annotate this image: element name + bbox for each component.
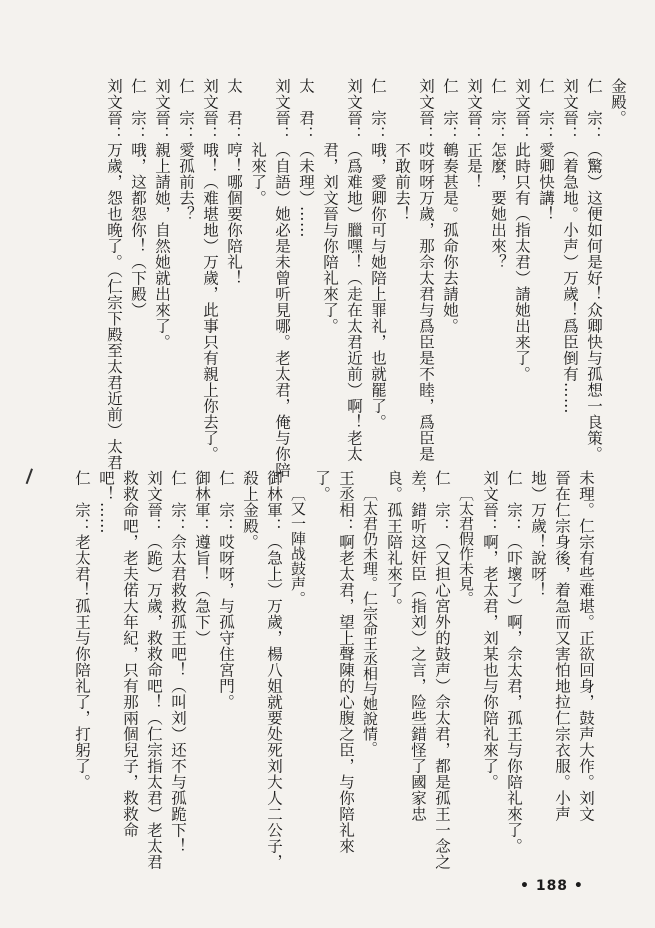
dialogue-line: 仁 宗：哎呀呀，与孤守住宮門。: [217, 470, 235, 710]
dialogue-line: 刘文晉：此時只有（指太君）請她出来了。: [513, 78, 531, 382]
dialogue-line: 王丞相：啊老太君，望上聲陳的心腹之臣，与你陪礼來: [337, 470, 355, 854]
dialogue-line: 仁 宗：鵪奏甚是。孤命你去請她。: [441, 78, 459, 334]
page-number: • 188 •: [520, 878, 584, 894]
dialogue-line: 仁 宗：哦，愛卿你可与她陪上罪礼，也就罷了。: [369, 78, 387, 430]
margin-mark: [26, 468, 43, 487]
dialogue-line: 晉在仁宗身後，着急而又害怕地拉仁宗衣服。小声: [553, 470, 571, 822]
stage-direction: 〔太君假作未見。: [457, 486, 475, 606]
dialogue-line: 礼來了。: [249, 78, 267, 206]
dialogue-line: 刘文晉：（自語）她必是未曾听見哪。老太君，俺与你陪: [273, 78, 291, 478]
dialogue-line: 未理。仁宗有些难堪。正欲回身，鼓声大作。刘文: [577, 470, 595, 822]
dialogue-line: 太 君：（未理）……: [297, 78, 315, 238]
dialogue-line: 刘文晉：哎呀呀万歲，那佘太君与爲臣是不睦，爲臣是: [417, 78, 435, 462]
dialogue-line: 仁 宗：佘太君救救孤王吧！（叫刘）还不与孤跪下！: [169, 470, 187, 854]
dialogue-line: 救救命吧，老夫偌大年紀，只有那兩個兒子，救救命: [121, 470, 139, 838]
dialogue-line: 刘文晉：正是！: [465, 78, 483, 190]
dialogue-line: 仁 宗：愛卿快講！: [537, 78, 555, 222]
top-text-block: [104, 78, 627, 478]
dialogue-line: 刘文晉：親上請她，自然她就出來了。: [153, 78, 171, 350]
dialogue-line: 仁 宗：（吓壞了）啊，佘太君，孤王与你陪礼來了。: [505, 470, 523, 854]
dialogue-line: 仁 宗：（驚）这便如何是好！众卿快与孤想一良策。: [585, 78, 603, 462]
dialogue-line: 刘文晉：（爲难地）臘嘿！（走在太君近前）啊！老太: [345, 78, 363, 462]
dialogue-line: 金殿。: [609, 78, 627, 126]
stage-direction: 〔又一陣战鼓声。: [289, 486, 307, 606]
dialogue-line: 吧！……: [97, 470, 115, 534]
dialogue-line: 仁 宗：老太君！孤王与你陪礼了，打躬了。: [73, 470, 91, 790]
dialogue-line: 差，錯听这奸臣（指刘）之言，险些錯怪了國家忠: [409, 470, 427, 822]
dialogue-line: 御林軍：（急上）万歲，楊八姐就要处死刘大人二公子，: [265, 470, 283, 870]
dialogue-line: 太 君：哼！哪個要你陪礼！: [225, 78, 243, 286]
dialogue-line: 刘文晉：啊，老太君，刘某也与你陪礼來了。: [481, 470, 499, 790]
dialogue-line: 御林軍：遵旨！（急下）: [193, 470, 211, 646]
dialogue-line: 良。孤王陪礼來了。: [385, 470, 403, 614]
dialogue-line: 刘文晉：（着急地。小声）万歲！爲臣倒有……: [561, 78, 579, 414]
dialogue-line: 地）万歲！說呀！: [529, 470, 547, 598]
dialogue-line: 仁 宗：愛孤前去？: [177, 78, 195, 222]
dialogue-line: 殺上金殿。: [241, 470, 259, 550]
bottom-text-block: [72, 470, 595, 890]
dialogue-line: 仁 宗：哦，这都怨你！（下殿）: [129, 78, 147, 318]
dialogue-line: 刘文晉：万歲，怨也晚了。（仁宗下殿至太君近前）太君: [105, 78, 123, 471]
dialogue-line: 了。: [313, 470, 331, 502]
stage-direction: 〔太君仍未理。仁宗命王丞相与她說情。: [361, 486, 379, 756]
dialogue-line: 刘文晉：（跪）万歲，救救命吧！（仁宗指太君）老太君: [145, 470, 163, 870]
dialogue-line: 仁 宗：（又担心宮外的鼓声）佘太君，都是孤王一念之: [433, 470, 451, 870]
dialogue-line: 不敢前去！: [393, 78, 411, 222]
dialogue-line: 仁 宗：怎麼，要她出來？: [489, 78, 507, 270]
dialogue-line: 刘文晉：哦！（难堪地）万歲，此事只有親上你去了。: [201, 78, 219, 462]
dialogue-line: 君，刘文晉与你陪礼來了。: [321, 78, 339, 334]
